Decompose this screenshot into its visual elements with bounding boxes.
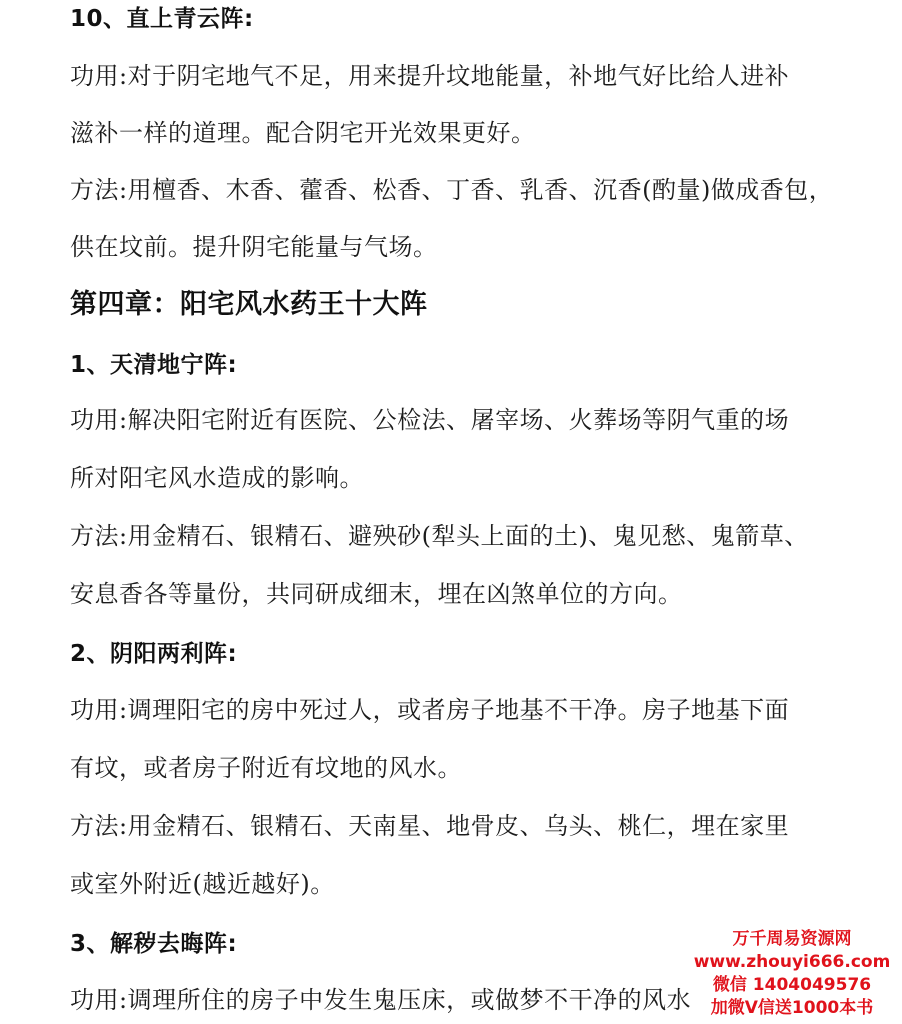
watermark-url: www.zhouyi666.com — [693, 952, 891, 972]
section-1-effect-line-2: 所对阳宅风水造成的影响。 — [70, 464, 364, 492]
section-3-heading: 3、解秽去晦阵: — [70, 931, 238, 957]
section-2-effect-line-2: 有坟，或者房子附近有坟地的风水。 — [70, 754, 462, 782]
watermark-site-name: 万千周易资源网 — [732, 929, 852, 949]
watermark-wechat: 微信 1404049576 — [712, 975, 872, 995]
section-10-method-line-1: 方法:用檀香、木香、藿香、松香、丁香、乳香、沉香(酌量)做成香包， — [70, 176, 834, 204]
section-10-heading: 10、直上青云阵: — [70, 6, 254, 32]
section-2-method-line-1: 方法:用金精石、银精石、天南星、地骨皮、乌头、桃仁，埋在家里 — [70, 812, 790, 840]
section-1-effect-line-1: 功用:解决阳宅附近有医院、公检法、屠宰场、火葬场等阴气重的场 — [70, 406, 790, 434]
section-10-effect-line-1: 功用:对于阴宅地气不足，用来提升坟地能量，补地气好比给人进补 — [70, 62, 790, 90]
section-1-heading: 1、天清地宁阵: — [70, 352, 238, 378]
watermark-overlay — [692, 928, 892, 1020]
section-1-method-line-1: 方法:用金精石、银精石、避殃砂(犁头上面的土)、鬼见愁、鬼箭草、 — [70, 522, 809, 550]
chapter-title: 第四章：阳宅风水药王十大阵 — [70, 289, 428, 320]
section-3-effect-line-1: 功用:调理所住的房子中发生鬼压床，或做梦不干净的风水 — [70, 986, 692, 1014]
section-2-heading: 2、阴阳两利阵: — [70, 641, 238, 667]
section-10-effect-line-2: 滋补一样的道理。配合阴宅开光效果更好。 — [70, 119, 536, 147]
watermark-promo: 加微V信送1000本书 — [710, 998, 874, 1018]
section-2-effect-line-1: 功用:调理阳宅的房中死过人，或者房子地基不干净。房子地基下面 — [70, 696, 790, 724]
section-1-method-line-2: 安息香各等量份，共同研成细末，埋在凶煞单位的方向。 — [70, 580, 683, 608]
section-10-method-line-2: 供在坟前。提升阴宅能量与气场。 — [70, 233, 438, 261]
section-2-method-line-2: 或室外附近(越近越好)。 — [70, 870, 335, 898]
